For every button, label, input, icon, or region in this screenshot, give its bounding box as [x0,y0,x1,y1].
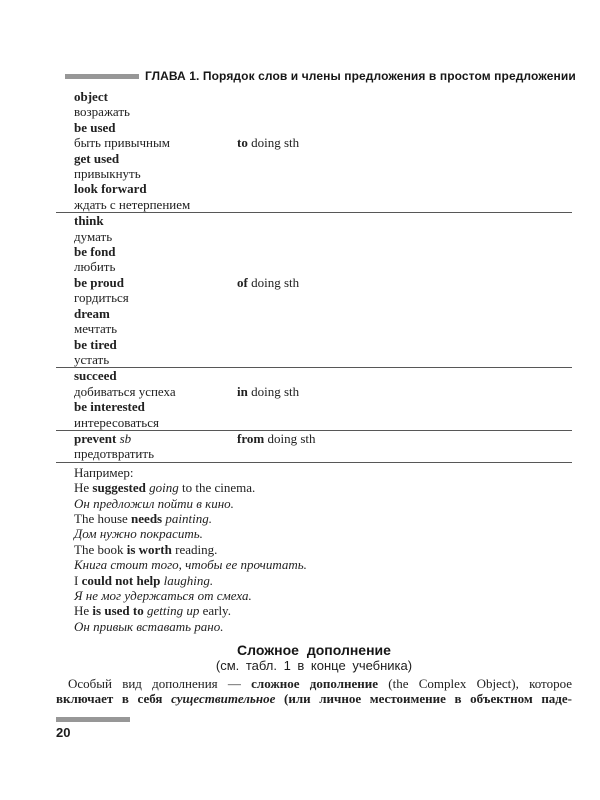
text-segment: I [74,572,82,588]
text-segment: ждать с нетерпением [74,196,191,212]
table-row [56,290,572,305]
text-segment: sb [116,430,132,446]
text-segment: be interested [74,399,145,415]
chapter-title: ГЛАВА 1. Порядок слов и члены предложения в простом предложении [145,69,576,83]
text-segment: object [74,89,108,104]
table-row [56,151,572,166]
verb-cell [74,259,237,274]
table-group [56,368,572,431]
table-row [56,384,572,399]
text-segment: включает в себя [56,691,172,707]
text-segment: could not help [81,572,164,588]
example-line [74,619,572,634]
footer-marker-bar [56,717,130,722]
text-segment: He [74,480,93,496]
table-row [56,306,572,321]
example-line [74,588,572,603]
text-segment: be fond [74,244,116,260]
text-segment: early. [199,603,231,619]
text-segment: think [74,213,104,229]
text-segment: любить [74,259,116,275]
paragraph-line [56,691,572,706]
verb-cell [74,306,237,321]
table-row [56,352,572,367]
text-segment: (или личное местоимение в объектном паде- [275,691,572,707]
text-segment: He [74,603,93,619]
page-footer [56,717,130,740]
text-segment: going [149,480,179,496]
table-row [56,399,572,414]
verb-cell [74,229,237,244]
text-segment: Особый вид дополнения — [68,676,252,692]
text-segment: look forward [74,181,147,197]
text-segment: добиваться успеха [74,383,176,399]
table-row [56,275,572,290]
text-segment: устать [74,351,110,367]
text-segment: The book [74,541,127,557]
example-line [74,511,572,526]
verb-cell [74,104,237,119]
text-segment: suggested [92,480,150,496]
body-paragraph [56,676,572,706]
chapter-marker-bar [65,74,139,79]
table-row [56,229,572,244]
text-segment: laughing. [163,572,214,588]
text-segment: to [237,135,248,151]
verb-cell [74,213,237,228]
text-segment: Например: [74,464,134,480]
text-segment: getting up [146,603,200,619]
example-line [74,542,572,557]
table-group [56,213,572,368]
verb-cell [74,244,237,259]
table-group [56,89,572,213]
text-segment: The house [74,510,132,526]
verb-cell [74,368,237,383]
text-segment: привыкнуть [74,166,141,182]
table-row [56,446,572,461]
text-segment: doing sth [247,274,300,290]
verb-cell [74,384,237,399]
verb-cell [74,181,237,196]
preposition-cell [237,384,572,399]
preposition-cell [237,275,572,290]
example-line [74,465,572,480]
table-row [56,368,572,383]
text-segment: Книга стоит того, чтобы ее прочитать. [74,557,307,573]
text-segment: be proud [74,274,124,290]
text-segment: doing sth [247,135,300,151]
text-segment: возражать [74,104,130,120]
table-row [56,120,572,135]
text-segment: get used [74,150,120,166]
text-segment: doing sth [264,430,316,446]
text-segment: in [237,383,248,399]
table-row [56,337,572,352]
page-content [56,69,576,707]
table-row [56,213,572,228]
table-row [56,135,572,150]
text-segment: from [237,430,265,446]
example-line [74,603,572,618]
table-row [56,104,572,119]
chapter-header [56,69,576,83]
section-title: Сложное дополнение [237,642,391,659]
table-row [56,197,572,212]
verbs-table [56,89,572,463]
verb-cell [74,89,237,104]
text-segment: мечтать [74,321,118,337]
verb-cell [74,275,237,290]
text-segment: существительное [171,691,276,707]
verb-cell [74,399,237,414]
examples-section [56,465,572,634]
table-row [56,259,572,274]
text-segment: of [237,274,248,290]
text-segment: думать [74,228,113,244]
text-segment: prevent [74,430,117,446]
preposition-cell [237,135,572,150]
verb-cell [74,415,237,430]
text-segment: is used to [92,603,147,619]
text-segment: succeed [74,368,117,384]
table-row [56,166,572,181]
verb-cell [74,151,237,166]
verb-cell [74,352,237,367]
text-segment: гордиться [74,290,129,306]
text-segment: dream [74,305,110,321]
page-number: 20 [56,725,71,740]
text-segment: быть привычным [74,135,170,151]
text-segment: needs [131,510,166,526]
table-row [56,244,572,259]
table-row [56,181,572,196]
text-segment: painting. [165,510,212,526]
text-segment: Дом нужно покрасить. [74,526,203,542]
text-segment: be used [74,119,116,135]
verb-cell [74,290,237,305]
example-line [74,526,572,541]
paragraph-line [56,676,572,691]
table-group [56,431,572,463]
table-row [56,89,572,104]
verb-cell [74,166,237,181]
text-segment: (the Complex Object), которое [378,676,572,692]
section-subtitle: (см. табл. 1 в конце учебника) [215,658,413,674]
text-segment: doing sth [247,383,300,399]
table-row [56,321,572,336]
text-segment: Он привык вставать рано. [74,618,224,634]
example-line [74,496,572,511]
verb-cell [74,337,237,352]
table-row [56,415,572,430]
text-segment: be tired [74,336,117,352]
preposition-cell [237,431,572,446]
text-segment: сложное дополнение [251,676,379,692]
example-line [74,480,572,495]
text-segment: Я не мог удержаться от смеха. [74,588,252,603]
verb-cell [74,120,237,135]
verb-cell [74,135,237,150]
text-segment: to the cinema. [178,480,256,496]
example-line [74,557,572,572]
verb-cell [74,431,237,446]
verb-cell [74,446,237,461]
text-segment: reading. [175,541,218,557]
text-segment: интересоваться [74,414,159,430]
text-segment: is worth [126,541,176,557]
text-segment: предотвратить [74,446,154,462]
verb-cell [74,321,237,336]
verb-cell [74,197,237,212]
example-line [74,573,572,588]
table-row [56,431,572,446]
text-segment: Он предложил пойти в кино. [74,495,234,511]
